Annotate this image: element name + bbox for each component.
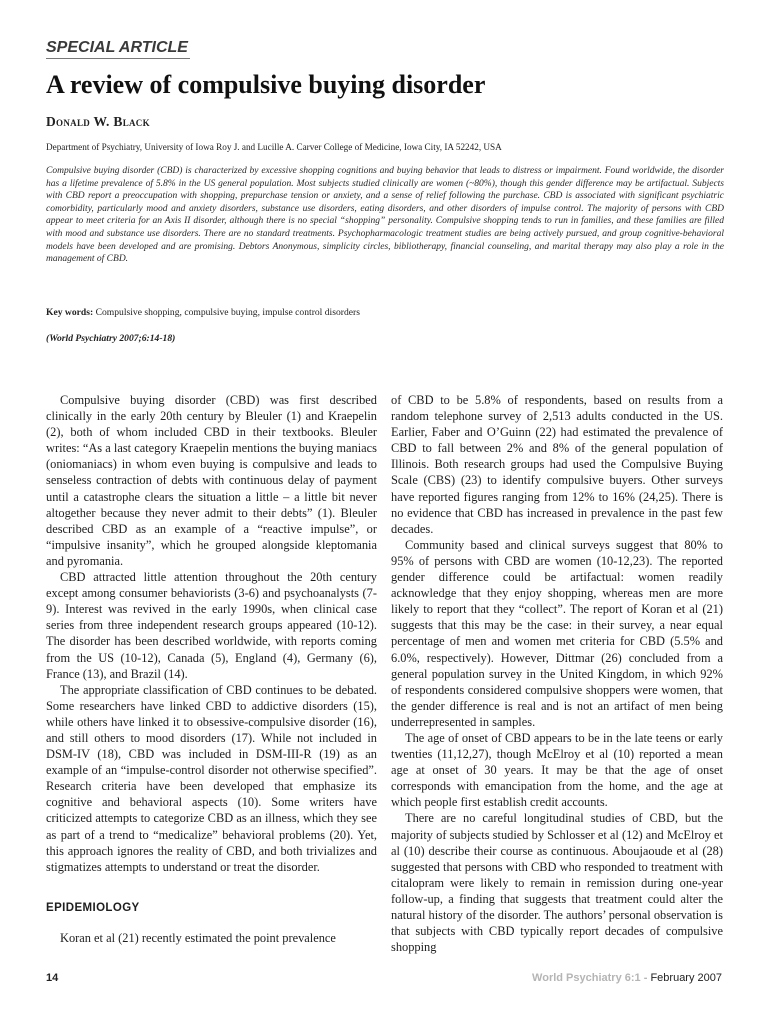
page-number: 14 — [46, 972, 59, 984]
epidemiology-heading: EPIDEMIOLOGY — [46, 901, 140, 914]
body-paragraph: Compulsive buying disorder (CBD) was first described clinically in the early 20th century by Bleuler (1) and Kraepelin (2), both of whom included CBD in their textbooks. Bleuler writes: “As a last category Kraepelin mentions the buying maniacs (oniomaniacs) in whom even buying is compulsive and leads to senseless contraction of debts with continuous delay of payment until a catastrophe clears the situation a little – a little bit never altogether because they never admit to their debts” (1). Bleuler described CBD as an example of a “reactive impulse”, or “impulsive insanity”, which he grouped alongside kleptomania and pyromania. — [46, 393, 377, 568]
body-paragraph: There are no careful longitudinal studies of CBD, but the majority of subjects studied by Schlosser et al (12) and McElroy et al (10) describe their course as continuous. Aboujaoude et al (28) suggested that persons with CBD who responded to treatment with citalopram were likely to remain in remission during one-year follow-up, a finding that suggests that treatment could alter the natural history of the disorder. The authors’ personal observation is that subjects with CBD typically report decades of compulsive shopping — [391, 811, 723, 955]
journal-name: World Psychiatry 6:1 - — [532, 972, 648, 984]
body-column-right — [391, 392, 723, 955]
body-paragraph: The appropriate classification of CBD continues to be debated. Some researchers have linked CBD to addictive disorders (15), while others have linked it to obsessive-compulsive disorder (16), and still others to mood disorders (17). While not included in DSM-IV (18), CBD was included in DSM-III-R (19) as an example of an “impulse-control disorder not otherwise specified”. Research criteria have been developed that emphasize its cognitive and behavioral aspects (10). Some writers have criticized attempts to categorize CBD as an illness, which they see as part of a trend to “medicalize” behavioral problems (20). Yet, this approach ignores the reality of CBD, and both trivializes and stigmatizes attempts to understand or treat the disorder. — [46, 682, 377, 874]
body-paragraph: of CBD to be 5.8% of respondents, based on results from a random telephone survey of 2,513 adults conducted in the US. Earlier, Faber and O’Guinn (22) had estimated the prevalence of CBD to fall between 2% and 8% of the general population of Illinois. Both research groups had used the Compulsive Buying Scale (CBS) (23) to identify compulsive buyers. Other surveys have reported figures ranging from 12% to 16% (24,25). There is no evidence that CBD has increased in prevalence in the past few decades. — [391, 393, 723, 536]
article-title: A review of compulsive buying disorder — [46, 70, 486, 99]
body-paragraph: Community based and clinical surveys suggest that 80% to 95% of persons with CBD are women (10-12,23). The reported gender difference could be artifactual: women readily acknowledge that they enjoy shopping, whereas men are more likely to report that they “collect”. The report of Koran et al (21) suggests that this may be the case: in their survey, a near equal percentage of men and women met criteria for CBD (5.5% and 6.0%, respectively). However, Dittmar (26) concluded from a general population survey in the United Kingdom, in which 92% of respondents considered compulsive shoppers were women, that the gender difference is real and is not an artifact of men being underrepresented in samples. — [391, 537, 723, 729]
section-label: SPECIAL ARTICLE — [46, 38, 190, 59]
body-paragraph: Koran et al (21) recently estimated the point prevalence — [60, 930, 336, 945]
issue-date: February 2007 — [650, 972, 722, 984]
journal-footer — [532, 972, 722, 984]
body-paragraph: CBD attracted little attention throughout the 20th century except among consumer behaviorists (3-6) and psychoanalysts (7-9). Interest was revived in the early 1990s, when clinical case series from three independent research groups appeared (10-12). The disorder has been described worldwide, with reports coming from the US (10-12), Canada (5), England (4), Germany (6), France (13), and Brazil (14). — [46, 570, 377, 681]
keywords-text: Compulsive shopping, compulsive buying, impulse control disorders — [95, 307, 360, 318]
body-column-left — [46, 392, 377, 946]
author-name: Donald W. Black — [46, 114, 150, 129]
keywords-label: Key words: — [46, 307, 94, 318]
abstract: Compulsive buying disorder (CBD) is characterized by excessive shopping cognitions and buying behavior that leads to distress or impairment. Found worldwide, the disorder has a lifetime prevalence of 5.8% in the US general population. Most subjects studied clinically are women (~80%), though this gender difference may be artifactual. Subjects with CBD report a preoccupation with shopping, prepurchase tension or anxiety, and a sense of relief following the purchase. CBD is associated with significant psychiatric comorbidity, particularly mood and anxiety disorders, substance use disorders, eating disorders, and other disorders of impulse control. The majority of persons with CBD appear to meet criteria for an Axis II disorder, although there is no special “shopping” personality. Compulsive shopping tends to run in families, and these families are filled with mood and substance use disorders. There are no standard treatments. Psychopharmacologic treatment studies are being actively pursued, and group cognitive-behavioral models have been developed and are promising. Debtors Anonymous, simplicity circles, bibliotherapy, financial counseling, and marital therapy may also play a role in the management of CBD. — [46, 166, 724, 265]
author-affiliation: Department of Psychiatry, University of Iowa Roy J. and Lucille A. Carver College of Medicine, Iowa City, IA 52242, USA — [46, 142, 502, 152]
keywords — [46, 307, 726, 319]
citation: (World Psychiatry 2007;6:14-18) — [46, 333, 176, 344]
body-paragraph: The age of onset of CBD appears to be in the late teens or early twenties (11,12,27), though McElroy et al (10) reported a mean age at onset of 30 years. It may be that the age of onset corresponds with emancipation from the home, and the age at which people first establish credit accounts. — [391, 730, 723, 810]
